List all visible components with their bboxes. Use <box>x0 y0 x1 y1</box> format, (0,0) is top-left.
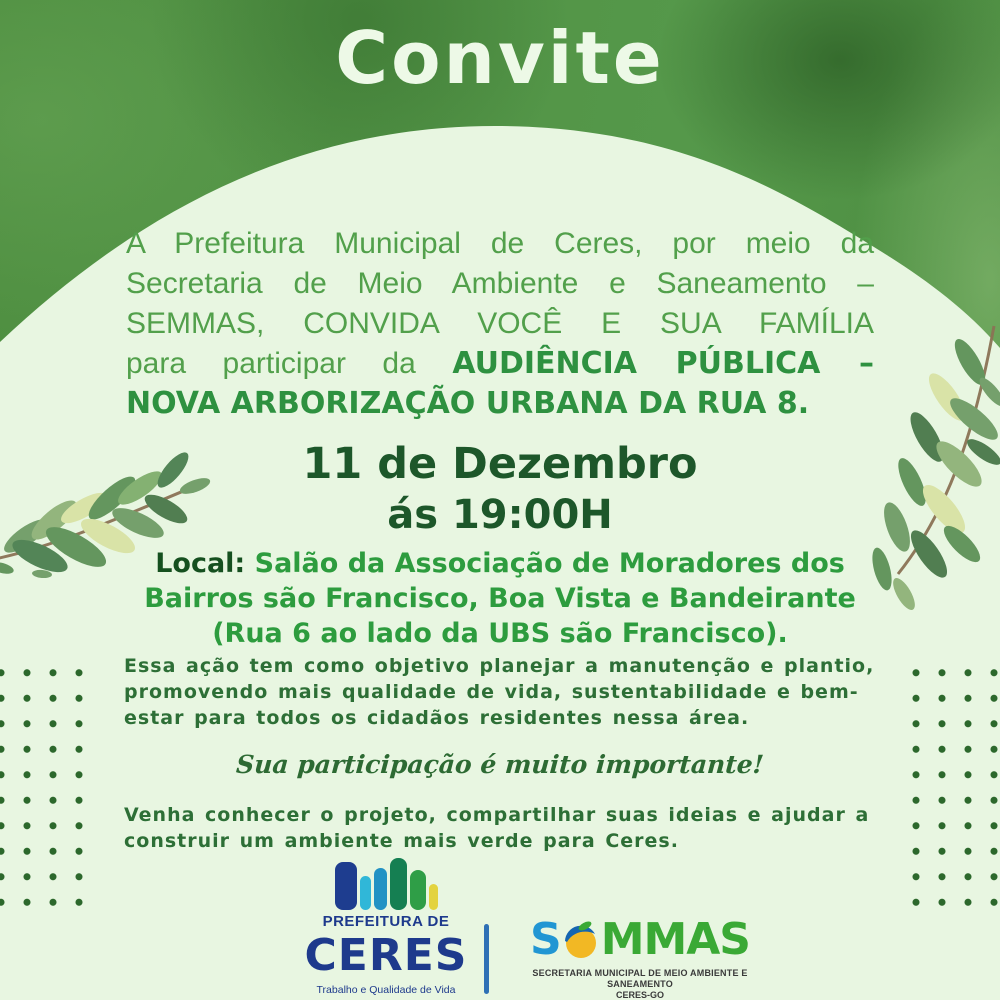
prefeitura-ceres-logo <box>300 856 472 998</box>
dot-grid <box>0 660 94 910</box>
location-line: Local: Salão da Associação de Moradores dos <box>155 548 845 579</box>
about-line: promovendo mais qualidade de vida, sustentabilidade e bem- <box>124 681 859 703</box>
intro-paragraph <box>126 224 874 424</box>
intro-line: Secretaria de Meio Ambiente e Saneamento – <box>126 267 874 300</box>
event-time-line: ás 19:00H <box>387 492 613 538</box>
location-line: (Rua 6 ao lado da UBS são Francisco). <box>212 618 788 649</box>
prefeitura-logo-icon <box>300 856 472 910</box>
location-line: Bairros são Francisco, Boa Vista e Bandeirante <box>144 583 856 614</box>
cta-line: construir um ambiente mais verde para Ceres. <box>124 830 679 852</box>
semmas-caption-city: CERES-GO <box>615 990 664 1000</box>
logo-divider <box>484 924 489 994</box>
cta-paragraph <box>124 802 869 854</box>
intro-line: NOVA ARBORIZAÇÃO URBANA DA RUA 8. <box>126 386 810 421</box>
page-title: Convite <box>335 16 665 100</box>
ceres-wordmark: CERES <box>304 930 468 981</box>
event-location <box>0 546 1000 651</box>
prefeitura-label: PREFEITURA DE <box>322 913 450 930</box>
semmas-caption: SECRETARIA MUNICIPAL DE MEIO AMBIENTE E SANEAMENTO <box>532 968 748 989</box>
event-date <box>0 438 1000 540</box>
about-line: Essa ação tem como objetivo planejar a manutenção e plantio, <box>124 655 875 677</box>
semmas-logo <box>500 916 780 1000</box>
about-line: estar para todos os cidadãos residentes nessa área. <box>124 707 750 729</box>
intro-line: A Prefeitura Municipal de Ceres, por meio da <box>126 227 874 260</box>
event-date-line: 11 de Dezembro <box>302 439 698 489</box>
semmas-wordmark: S MMAS <box>529 914 750 965</box>
dot-grid <box>903 660 1000 922</box>
semmas-globe-icon <box>562 920 600 960</box>
ceres-tagline: Trabalho e Qualidade de Vida <box>316 984 456 996</box>
cta-line: Venha conhecer o projeto, compartilhar suas ideias e ajudar a <box>124 804 870 826</box>
emphasis-script-line: Sua participação é muito importante! <box>235 750 765 779</box>
about-paragraph <box>124 653 874 731</box>
intro-line: para participar da AUDIÊNCIA PÚBLICA – <box>126 346 874 381</box>
intro-line: SEMMAS, CONVIDA VOCÊ E SUA FAMÍLIA <box>126 307 874 340</box>
